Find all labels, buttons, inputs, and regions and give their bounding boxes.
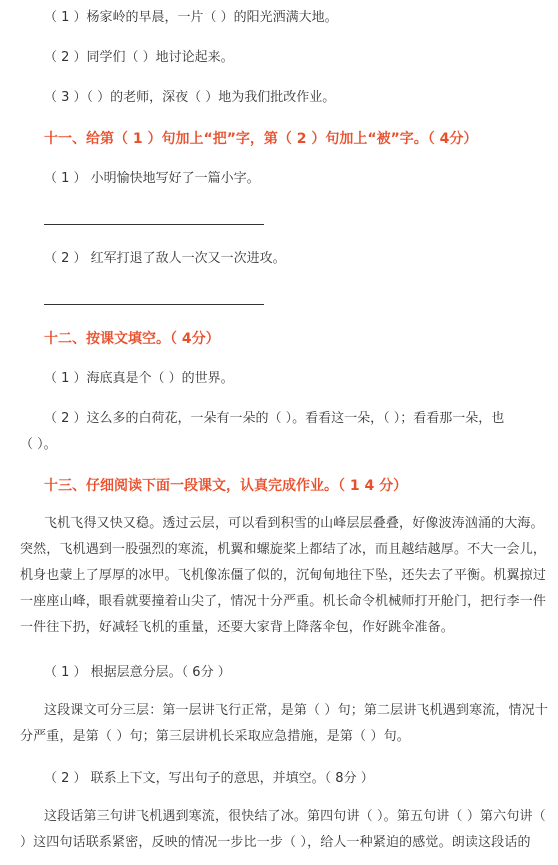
q10-item-3: （ 3 ）（ ）的老师，深夜（ ）地为我们批改作业。	[44, 90, 336, 105]
q12-item-2-line-2: （ ）。	[20, 437, 57, 452]
q11-item-1: （ 1 ） 小明愉快地写好了一篇小字。	[44, 171, 260, 186]
q12-item-2-line-1: （ 2 ）这么多的白荷花，一朵有一朵的（ ）。看看这一朵，（ ）；看看那一朵，也	[44, 411, 505, 426]
q13-sub1-title: （ 1 ） 根据层意分层。（ 6分 ）	[44, 665, 231, 680]
q10-item-2: （ 2 ）同学们（ ）地讨论起来。	[44, 50, 234, 65]
q10-item-1: （ 1 ）杨家岭的早晨，一片（ ）的阳光洒满大地。	[44, 10, 338, 25]
q13-heading: 十三、仔细阅读下面一段课文，认真完成作业。（ 1 4 分）	[44, 478, 408, 494]
q11-item-2: （ 2 ） 红军打退了敌人一次又一次进攻。	[44, 251, 286, 266]
q12-item-1: （ 1 ）海底真是个（ ）的世界。	[44, 371, 234, 386]
q13-sub2-text: 这段话第三句讲飞机遇到寒流，很快结了冰。第四句讲（ ）。第五句讲（ ）第六句讲（ ）这四句话联系紧密，反映的情况一步比一步（ ），给人一种紧迫的感觉。朗读这段话的	[20, 809, 546, 850]
q13-sub1-text: 这段课文可分三层：第一层讲飞行正常，是第（ ）句；第二层讲飞机遇到寒流，情况十分严重，是第（ ）句；第三层讲机长采取应急措施，是第（ ）句。	[20, 703, 548, 744]
q12-heading: 十二、按课文填空。（ 4分）	[44, 331, 220, 347]
q11-heading: 十一、给第（ 1 ）句加上“把”字，第（ 2 ）句加上“被”字。（ 4分）	[44, 131, 478, 147]
q11-answer-line-1[interactable]	[44, 224, 264, 225]
q13-sub2-title: （ 2 ） 联系上下文，写出句子的意思，并填空。（ 8分 ）	[44, 771, 374, 786]
q13-passage: 飞机飞得又快又稳。透过云层，可以看到积雪的山峰层层叠叠，好像波涛汹涌的大海。突然，飞机遇到一股强烈的寒流，机翼和螺旋桨上都结了冰，而且越结越厚。不大一会儿，机身也蒙上了厚厚的冰甲。飞机像冻僵了似的，沉甸甸地往下坠，还失去了平衡。机翼掠过一座座山峰，眼看就要撞着山尖了，情况十分严重。机长命令机械师打开舱门，把行李一件一件往下扔，好减轻飞机的重量，还要大家背上降落伞包，作好跳伞准备。	[20, 516, 547, 635]
q11-answer-line-2[interactable]	[44, 304, 264, 305]
